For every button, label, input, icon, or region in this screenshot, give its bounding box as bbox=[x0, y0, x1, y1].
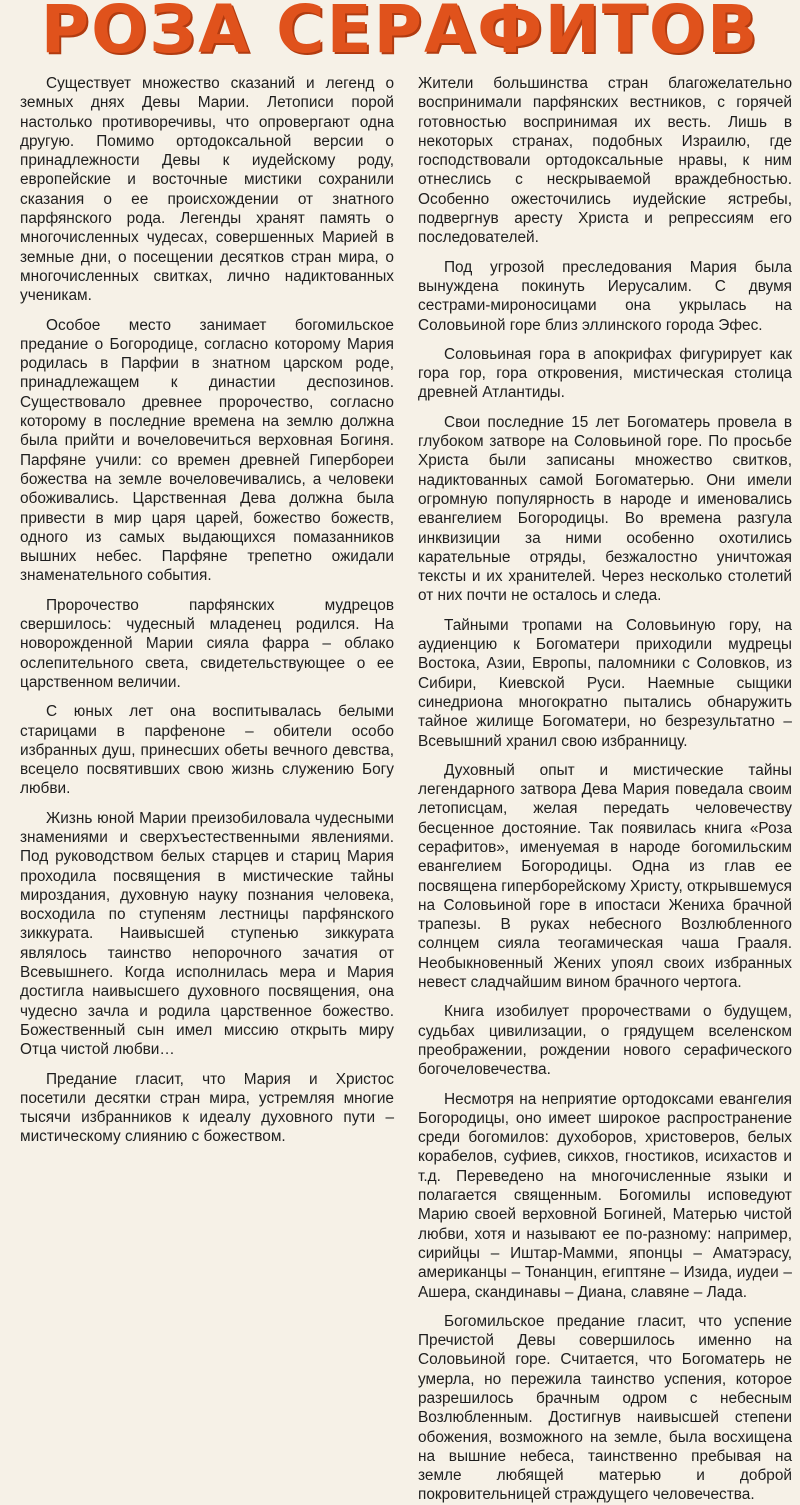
paragraph: С юных лет она воспитывалась белыми старицами в парфеноне – обители особо избранных душ, принесших обеты вечного девства, всецело посвятивших свою жизнь служению Богу любви. bbox=[20, 703, 394, 798]
article-title: РОЗА СЕРАФИТОВ bbox=[40, 0, 760, 68]
right-column bbox=[418, 74, 793, 1504]
paragraph: Пророчество парфянских мудрецов свершилось: чудесный младенец родился. На новорожденной Марии сияла фарра – облако ослепительного света, свидетельствующее о ее царственном величии. bbox=[20, 596, 394, 691]
paragraph: Предание гласит, что Мария и Христос посетили десятки стран мира, устремляя многие тысячи избранников к идеалу духовного пути – мистическому слиянию с божеством. bbox=[20, 1070, 394, 1146]
paragraph: Под угрозой преследования Мария была вынуждена покинуть Иерусалим. С двумя сестрами-мироносицами она укрылась на Соловьиной горе близ эллинского города Эфес. bbox=[418, 258, 792, 334]
paragraph: Духовный опыт и мистические тайны легендарного затвора Дева Мария поведала своим летописцам, желая передать человечеству бесценное достояние. Так появилась книга «Роза серафитов», именуемая в народе богомильским евангелием Богородицы. Одна из глав ее посвящена гиперборейскому Христу, открывшемуся на Соловьиной горе в ипостаси Жениха брачной трапезы. В руках небесного Возлюбленного солнцем сияла теогамическая чаша Грааля. Необыкновенный Жених упоял своих избранных невест сладчайшим вином брачного чертога. bbox=[418, 761, 793, 992]
left-column bbox=[20, 74, 394, 1146]
paragraph: Жизнь юной Марии преизобиловала чудесными знамениями и сверхъестественными явлениями. Под руководством белых старцев и стариц Мария проходила посвящения в мистические тайны мироздания, духовную науку познания человека, восходила по ступеням лестницы парфянского зиккурата. Наивысшей ступенью зиккурата являлось таинство непорочного зачатия от Всевышнего. Когда исполнилась мера и Мария достигла наивысшего духовного посвящения, она чудесно зачла и родила царственное божество. Божественный сын имел миссию открыть миру Отца чистой любви… bbox=[20, 809, 394, 1059]
paragraph: Книга изобилует пророчествами о будущем, судьбах цивилизации, о грядущем вселенском преображении, рождении нового серафического богочеловечества. bbox=[418, 1003, 792, 1079]
paragraph: Жители большинства стран благожелательно воспринимали парфянских вестников, с горячей готовностью воспринимая их весть. Лишь в некоторых странах, подобных Израилю, где господствовали ортодоксальные нравы, к ним отнеслись с нескрываемой враждебностью. Особенно ожесточились иудейские ястребы, подвергнув аресту Христа и репрессиям его последователей. bbox=[418, 75, 792, 247]
paragraph: Существует множество сказаний и легенд о земных днях Девы Марии. Летописи порой настолько противоречивы, что опровергают одна другую. Помимо ортодоксальной версии о принадлежности Девы к иудейскому роду, европейские и восточные мистики сохранили сказания о ее происхождении от знатного парфянского рода. Легенды хранят память о многочисленных чудесах, совершенных Марией в земные дни, о посещении десятков стран мира, о многочисленных свитках, лично надиктованных ученикам. bbox=[20, 75, 394, 305]
paragraph: Особое место занимает богомильское предание о Богородице, согласно которому Мария родилась в Парфии в знатном царском роде, принадлежащем к династии деспозинов. Существовало древнее пророчество, согласно которому в последние времена на землю должна была прийти и вочеловечиться верховная Богиня. Парфяне учили: со времен древней Гипербореи божества на земле вочеловечивались, а человеки обоживались. Царственная Дева должна была привести в мир царя царей, божество божеств, одного из самых выдающихся помазанников вышних небес. Парфяне трепетно ожидали знаменательного события. bbox=[20, 316, 394, 585]
paragraph: Соловьиная гора в апокрифах фигурирует как гора гор, гора откровения, мистическая столица древней Атлантиды. bbox=[418, 345, 792, 402]
paragraph: Богомильское предание гласит, что успение Пречистой Девы совершилось именно на Соловьиной горе. Считается, что Богоматерь не умерла, но пережила таинство успения, которое разрешилось брачным одром с небесным Возлюбленным. Достигнув наивысшей степени обожения, возможного на земле, была восхищена на вышние небеса, таинственно пребывая на земле любящей матерью и доброй покровительницей страждущего человечества. bbox=[418, 1312, 792, 1504]
paragraph: Несмотря на неприятие ортодоксами евангелия Богородицы, оно имеет широкое распространение среди богомилов: духоборов, христоверов, белых корабелов, суфиев, сикхов, гностиков, исихастов и т.д. Переведено на многочисленные языки и полагается священным. Богомилы исповедуют Марию своей верховной Богиней, Матерью чистой любви, хотя и называют ее по-разному: например, сирийцы – Иштар-Мамми, японцы – Аматэрасу, американцы – Тонанцин, египтяне – Изида, иудеи – Ашера, скандинавы – Диана, славяне – Лада. bbox=[418, 1090, 792, 1301]
paragraph: Свои последние 15 лет Богоматерь провела в глубоком затворе на Соловьиной горе. По просьбе Христа были записаны множество свитков, надиктованных самой Богоматерью. Они имели огромную популярность в народе и именовались евангелием Богородицы. Во времена разгула инквизиции за ними особенно охотились карательные отряды, безжалостно уничтожая тексты и их хранителей. Через несколько столетий от них почти не осталось и следа. bbox=[418, 413, 792, 605]
paragraph: Тайными тропами на Соловьиную гору, на аудиенцию к Богоматери приходили мудрецы Востока, Азии, Европы, паломники с Соловков, из Сибири, Киевской Руси. Наемные сыщики синедриона многократно пытались обнаружить тайное жилище Богоматери, но безрезультатно – Всевышний хранил свою избранницу. bbox=[418, 616, 792, 750]
article-body bbox=[20, 74, 793, 1504]
